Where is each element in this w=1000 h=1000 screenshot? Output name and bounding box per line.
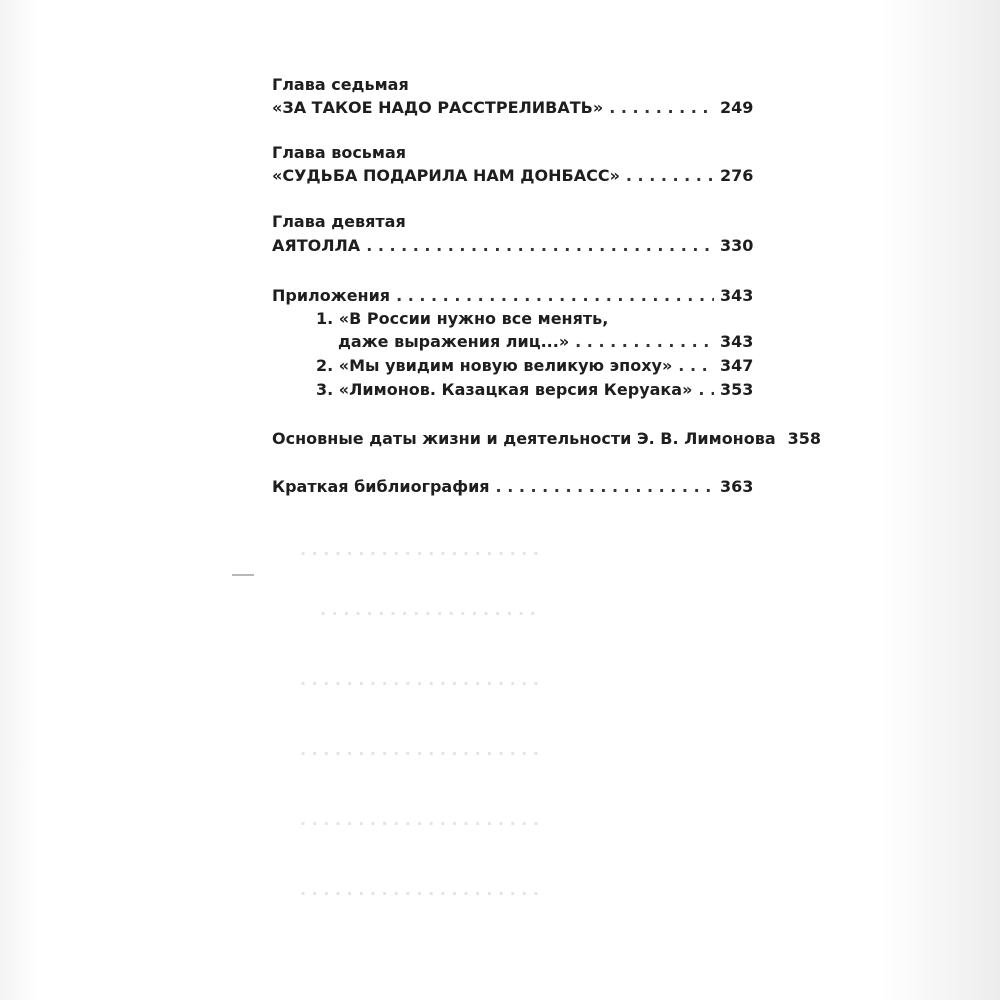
toc-entry-dates[interactable] [272, 429, 822, 449]
toc-entry-chapter-9[interactable] [272, 236, 754, 256]
appendix-3-title: 3. «Лимонов. Казацкая версия Керуака» [316, 380, 693, 399]
toc-entry-appendix-2[interactable] [316, 356, 754, 376]
appendix-1-title-line1[interactable]: 1. «В России нужно все менять, [316, 309, 609, 328]
bibliography-page: 363 [720, 477, 754, 496]
toc-entry-appendix-1[interactable] [338, 332, 754, 352]
toc-entry-chapter-7[interactable] [272, 98, 754, 118]
appendices-page: 343 [720, 286, 754, 305]
appendix-1-page: 343 [720, 332, 754, 351]
appendix-2-title: 2. «Мы увидим новую великую эпоху» [316, 356, 673, 375]
chapter-9-page: 330 [720, 236, 754, 255]
dates-title: Основные даты жизни и деятельности Э. В. Лимонова [272, 429, 776, 448]
chapter-9-label: Глава девятая [272, 212, 406, 231]
appendix-1-title-line2: даже выражения лиц...» [338, 332, 570, 351]
show-through-text: . . . . . . . . . . . . . . . . . . . . . [300, 740, 540, 759]
show-through-text: . . . . . . . . . . . . . . . . . . . . . [300, 670, 540, 689]
appendices-title: Приложения [272, 286, 391, 305]
show-through-text: . . . . . . . . . . . . . . . . . . . . . [300, 540, 540, 559]
chapter-9-title: АЯТОЛЛА [272, 236, 361, 255]
appendix-3-page: 353 [720, 380, 754, 399]
dot-leader [496, 477, 714, 497]
toc-entry-appendix-3[interactable] [316, 380, 754, 400]
toc-entry-appendices[interactable] [272, 286, 754, 306]
show-through-text: . . . . . . . . . . . . . . . . . . . . . [300, 810, 540, 829]
toc-entry-bibliography[interactable] [272, 477, 754, 497]
dot-leader [575, 332, 714, 352]
chapter-8-title: «СУДЬБА ПОДАРИЛА НАМ ДОНБАСС» [272, 166, 620, 185]
appendix-2-page: 347 [720, 356, 754, 375]
chapter-7-page: 249 [720, 98, 754, 117]
dot-leader [609, 98, 714, 118]
dot-leader [396, 286, 714, 306]
toc-entry-chapter-8[interactable] [272, 166, 754, 186]
chapter-8-label: Глава восьмая [272, 143, 407, 162]
chapter-8-page: 276 [720, 166, 754, 185]
dot-leader [698, 380, 714, 400]
dates-page: 358 [787, 429, 822, 448]
chapter-7-title: «ЗА ТАКОЕ НАДО РАССТРЕЛИВАТЬ» [272, 98, 604, 117]
dot-leader [678, 356, 714, 376]
dot-leader [626, 166, 714, 186]
dot-leader [366, 236, 714, 256]
chapter-7-label: Глава седьмая [272, 75, 409, 94]
show-through-text: . . . . . . . . . . . . . . . . . . . [320, 600, 536, 619]
show-through-rule [232, 574, 254, 576]
show-through-text: . . . . . . . . . . . . . . . . . . . . . [300, 880, 540, 899]
bibliography-title: Краткая библиография [272, 477, 490, 496]
